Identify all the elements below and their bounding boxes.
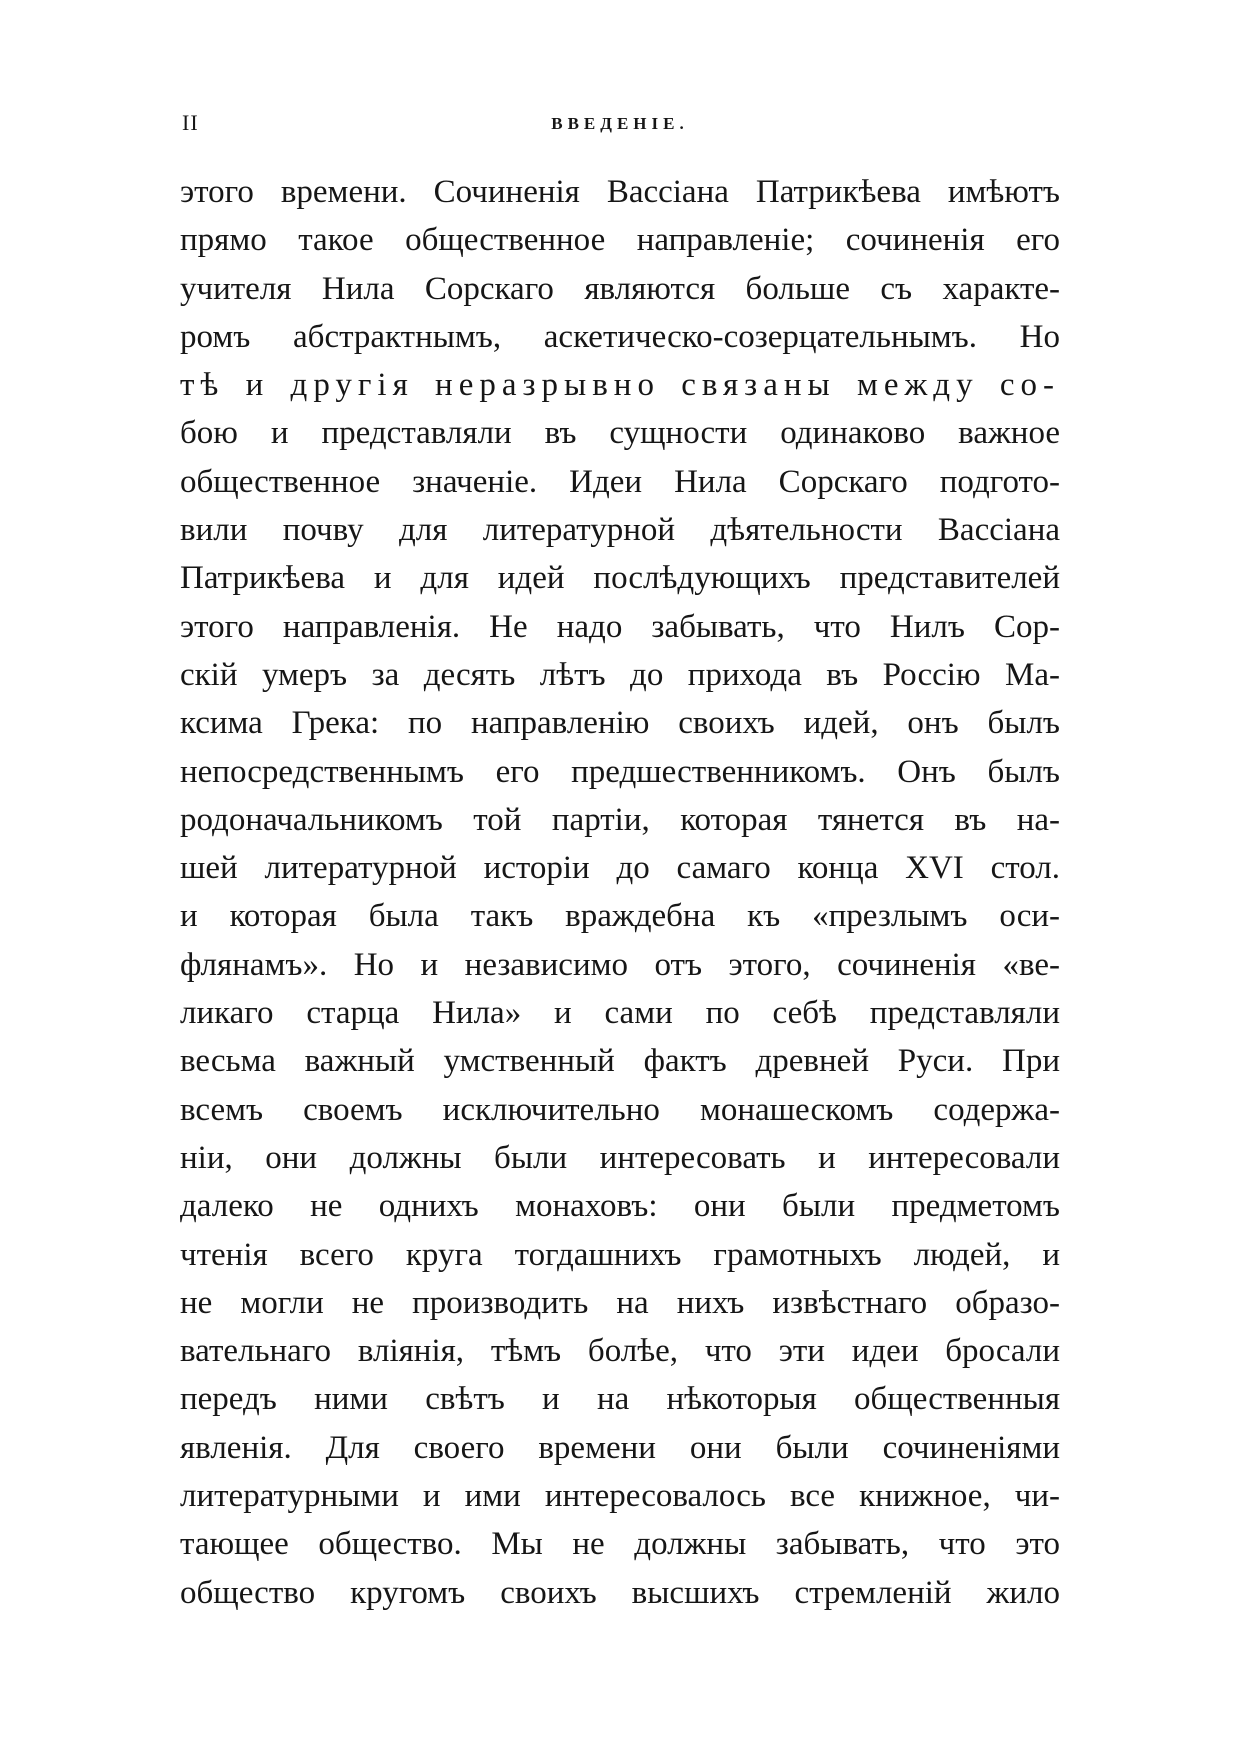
text-line: вили почву для литературной дѣятельности Вассіана: [180, 512, 1060, 549]
text-line: вательнаго вліянія, тѣмъ болѣе, что эти идеи бросали: [180, 1333, 1060, 1370]
text-line: бою и представляли въ сущности одинаково важное: [180, 415, 1060, 452]
text-line: передъ ними свѣтъ и на нѣкоторыя общественныя: [180, 1381, 1060, 1418]
text-line: этого времени. Сочиненія Вассіана Патрикѣева имѣютъ: [180, 174, 1060, 210]
body-text: [180, 168, 1060, 1617]
text-line: тѣ и другія неразрывно связаны между со-: [180, 367, 1060, 404]
text-line: всемъ своемъ исключительно монашескомъ содержа-: [180, 1091, 1060, 1128]
text-line: Патрикѣева и для идей послѣдующихъ представителей: [180, 560, 1060, 597]
text-line: ксима Грека: по направленію своихъ идей, онъ былъ: [180, 705, 1060, 742]
text-line: прямо такое общественное направленіе; сочиненія его: [180, 222, 1060, 259]
text-line: родоначальникомъ той партіи, которая тянется въ на-: [180, 801, 1060, 838]
text-line: общество кругомъ своихъ высшихъ стремленій жило: [180, 1574, 1060, 1611]
page-number: II: [182, 110, 199, 135]
text-line: скій умеръ за десять лѣтъ до прихода въ Россію Ма-: [180, 656, 1060, 693]
text-line: шей литературной исторіи до самаго конца XVI стол.: [180, 850, 1060, 887]
text-line: литературными и ими интересовалось все книжное, чи-: [180, 1478, 1060, 1515]
text-line: весьма важный умственный фактъ древней Руси. При: [180, 1043, 1060, 1080]
text-line: далеко не однихъ монаховъ: они были предметомъ: [180, 1188, 1060, 1225]
running-title: ВВЕДЕНІЕ.: [551, 114, 689, 133]
text-line: общественное значеніе. Идеи Нила Сорскаго подгото-: [180, 463, 1060, 500]
text-line: ніи, они должны были интересовать и интересовали: [180, 1139, 1060, 1176]
text-line: учителя Нила Сорскаго являются больше съ характе-: [180, 270, 1060, 307]
text-line: флянамъ». Но и независимо отъ этого, сочиненія «ве-: [180, 946, 1060, 983]
text-line: тающее общество. Мы не должны забывать, что это: [180, 1526, 1060, 1563]
text-line: чтенія всего круга тогдашнихъ грамотныхъ людей, и: [180, 1236, 1060, 1273]
text-line: и которая была такъ враждебна къ «презлымъ оси-: [180, 898, 1060, 935]
text-line: этого направленія. Не надо забывать, что Нилъ Сор-: [180, 608, 1060, 645]
text-line: не могли не производить на нихъ извѣстнаго образо-: [180, 1284, 1060, 1321]
text-line: непосредственнымъ его предшественникомъ. Онъ былъ: [180, 753, 1060, 790]
text-line: ромъ абстрактнымъ, аскетическо-созерцательнымъ. Но: [180, 318, 1060, 355]
text-line: ликаго старца Нила» и сами по себѣ представляли: [180, 995, 1060, 1032]
text-line: явленія. Для своего времени они были сочиненіями: [180, 1429, 1060, 1466]
